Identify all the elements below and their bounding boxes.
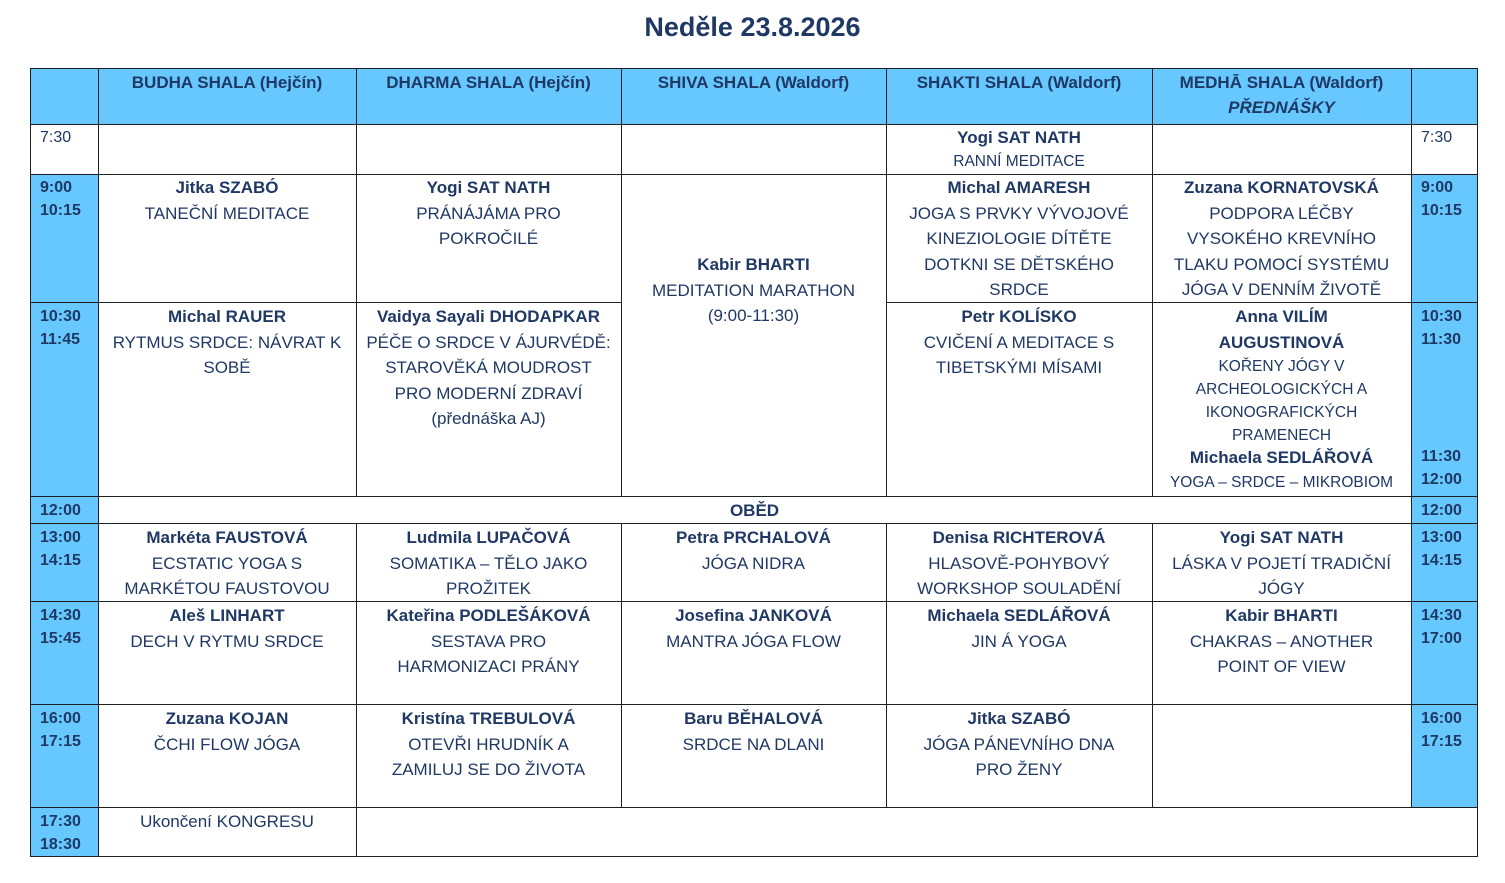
session-topic: HLASOVĚ-POHYBOVÝ WORKSHOP SOULADĚNÍ	[917, 553, 1121, 598]
time-1030-left: 10:30 11:45	[40, 308, 81, 348]
session-r1430-shakti	[886, 602, 1152, 705]
speaker-name: Anna VILÍM AUGUSTINOVÁ	[1218, 307, 1345, 352]
page-title: Neděle 23.8.2026	[644, 12, 861, 42]
speaker-name: Michal RAUER	[167, 307, 287, 326]
closing-session	[98, 808, 356, 856]
session-topic: ČCHI FLOW JÓGA	[153, 734, 301, 754]
session-topic: PODPORA LÉČBY VYSOKÉHO KREVNÍHO TLAKU POMOCÍ SYSTÉMU JÓGA V DENNÍM ŽIVOTĚ	[1173, 203, 1390, 299]
session-r1300-shiva	[621, 524, 886, 602]
session-r900-shakti	[886, 174, 1152, 303]
session-topic: JIN Á YOGA	[971, 631, 1067, 651]
time-1600-left: 16:00 17:15	[40, 710, 81, 750]
session-r900-shiva	[621, 251, 886, 351]
time-1730-left: 17:30 18:30	[40, 813, 81, 853]
session-topic: CVIČENÍ A MEDITACE S TIBETSKÝMI MÍSAMI	[923, 332, 1115, 377]
hall-header-medha	[1152, 68, 1411, 124]
session-topic: RANNÍ MEDITACE	[953, 152, 1085, 170]
speaker-name: Petr KOLÍSKO	[961, 307, 1077, 326]
session-r1030-medha	[1152, 303, 1411, 497]
session-topic: OTEVŘI HRUDNÍK A ZAMILUJ SE DO ŽIVOTA	[391, 734, 586, 779]
speaker-name: Michal AMARESH	[947, 178, 1091, 197]
session-topic: SESTAVA PRO HARMONIZACI PRÁNY	[397, 631, 580, 676]
time-1130-right: 11:30 12:00	[1421, 448, 1462, 488]
time-900-left: 9:00 10:15	[40, 179, 81, 219]
closing-text: Ukončení KONGRESU	[140, 812, 314, 831]
speaker-name: Aleš LINHART	[169, 606, 285, 625]
session-topic: DECH V RYTMU SRDCE	[130, 631, 324, 651]
session-topic: ECSTATIC YOGA S MARKÉTOU FAUSTOVOU	[124, 553, 330, 598]
session-topic: JOGA S PRVKY VÝVOJOVÉ KINEZIOLOGIE DÍTĚTE DOTKNI SE DĚTSKÉHO SRDCE	[909, 203, 1129, 299]
grid-line	[30, 302, 621, 303]
session-topic: SOMATIKA – TĚLO JAKO PROŽITEK	[389, 553, 588, 598]
hall-name: DHARMA SHALA (Hejčín)	[386, 73, 591, 92]
grid-line	[1152, 68, 1153, 497]
grid-line	[356, 856, 1478, 857]
session-r1030-dharma	[356, 303, 621, 497]
session-r1030-budha	[98, 303, 356, 497]
speaker-name: Michaela SEDLÁŘOVÁ	[927, 606, 1111, 625]
session-topic: PRÁNÁJÁMA PRO POKROČILÉ	[416, 203, 561, 248]
session-r1300-dharma	[356, 524, 621, 602]
speaker-name: Kateřina PODLEŠÁKOVÁ	[386, 606, 591, 625]
speaker-name: Yogi SAT NATH	[1219, 528, 1344, 547]
speaker-name: Josefina JANKOVÁ	[675, 606, 832, 625]
speaker-name: Kabir BHARTI	[697, 255, 810, 274]
session-topic: KOŘENY JÓGY V ARCHEOLOGICKÝCH A IKONOGRAFICKÝCH PRAMENECH	[1195, 358, 1368, 444]
hall-header-shakti	[886, 68, 1152, 124]
grid-line	[356, 68, 357, 497]
time-1300-right: 13:00 14:15	[1421, 529, 1462, 569]
grid-line	[1152, 523, 1153, 808]
session-topic: RYTMUS SRDCE: NÁVRAT K SOBĚ	[112, 332, 342, 377]
speaker-name: Kabir BHARTI	[1225, 606, 1338, 625]
grid-line	[30, 601, 1478, 602]
time-1030-right: 10:30 11:30	[1421, 308, 1462, 348]
hall-subtitle: PŘEDNÁŠKY	[1228, 98, 1335, 117]
speaker-name: Jitka SZABÓ	[175, 178, 279, 197]
session-r1030-shakti	[886, 303, 1152, 497]
session-r900-dharma	[356, 174, 621, 303]
time-1300-left: 13:00 14:15	[40, 529, 81, 569]
grid-line	[30, 704, 1478, 705]
speaker-name-second: Michaela SEDLÁŘOVÁ	[1189, 448, 1374, 467]
grid-line	[886, 523, 887, 808]
session-r1430-medha	[1152, 602, 1411, 705]
hall-header-dharma	[356, 68, 621, 124]
session-topic-second: YOGA – SRDCE – MIKROBIOM	[1169, 473, 1394, 491]
time-1430-left: 14:30 15:45	[40, 607, 81, 647]
speaker-name: Petra PRCHALOVÁ	[676, 528, 831, 547]
session-topic: JÓGA NIDRA	[702, 553, 805, 573]
session-r1430-dharma	[356, 602, 621, 705]
grid-line	[30, 68, 1478, 69]
grid-line	[1477, 68, 1478, 857]
time-1600-right: 16:00 17:15	[1421, 710, 1462, 750]
time-1430-right: 14:30 17:00	[1421, 607, 1462, 647]
grid-line	[30, 124, 1478, 125]
speaker-name: Zuzana KOJAN	[165, 709, 289, 728]
grid-line	[1411, 68, 1412, 808]
time-1200-right: 12:00	[1421, 502, 1462, 519]
session-r1600-budha	[98, 705, 356, 808]
speaker-name: Baru BĚHALOVÁ	[684, 709, 823, 728]
session-r730-shakti	[886, 124, 1152, 174]
speaker-name: Denisa RICHTEROVÁ	[932, 528, 1106, 547]
session-topic: LÁSKA V POJETÍ TRADIČNÍ JÓGY	[1172, 553, 1391, 598]
time-1200-left: 12:00	[40, 502, 81, 519]
session-r900-budha	[98, 174, 356, 303]
lunch-row: OBĚD	[729, 501, 780, 520]
speaker-name: Jitka SZABÓ	[967, 709, 1071, 728]
grid-line	[30, 496, 1478, 497]
grid-line	[621, 68, 622, 497]
hall-name: MEDHĀ SHALA (Waldorf)	[1179, 73, 1384, 92]
grid-line	[98, 68, 99, 857]
speaker-name: Vaidya Sayali DHODAPKAR	[377, 307, 600, 326]
session-r1430-shiva	[621, 602, 886, 705]
session-topic: PÉČE O SRDCE V ÁJURVÉDĚ: STAROVĚKÁ MOUDROST PRO MODERNÍ ZDRAVÍ (přednáška AJ)	[366, 332, 611, 428]
time-730-left: 7:30	[40, 129, 72, 146]
session-r1300-medha	[1152, 524, 1411, 602]
speaker-name: Ludmila LUPAČOVÁ	[406, 528, 571, 547]
speaker-name: Yogi SAT NATH	[426, 178, 551, 197]
session-topic: CHAKRAS – ANOTHER POINT OF VIEW	[1189, 631, 1374, 676]
session-r1600-dharma	[356, 705, 621, 808]
grid-line	[30, 68, 31, 857]
grid-line	[886, 68, 887, 497]
grid-line	[621, 523, 622, 808]
session-topic: JÓGA PÁNEVNÍHO DNA PRO ŽENY	[923, 734, 1115, 779]
grid-line	[356, 523, 357, 857]
grid-line	[30, 856, 357, 857]
grid-line	[30, 523, 1478, 524]
session-topic: MEDITATION MARATHON (9:00-11:30)	[651, 280, 856, 325]
hall-name: BUDHA SHALA (Hejčín)	[131, 73, 323, 92]
hall-name: SHAKTI SHALA (Waldorf)	[916, 73, 1122, 92]
session-r1600-shiva	[621, 705, 886, 808]
session-r1300-budha	[98, 524, 356, 602]
grid-line	[30, 807, 1478, 808]
speaker-name: Yogi SAT NATH	[957, 128, 1081, 147]
hall-header-shiva	[621, 68, 886, 124]
session-r1600-shakti	[886, 705, 1152, 808]
session-r900-medha	[1152, 174, 1411, 303]
speaker-name: Zuzana KORNATOVSKÁ	[1184, 178, 1379, 197]
grid-line	[30, 174, 1478, 175]
speaker-name: Markéta FAUSTOVÁ	[146, 528, 308, 547]
speaker-name: Kristína TREBULOVÁ	[401, 709, 576, 728]
session-topic: SRDCE NA DLANI	[682, 734, 825, 754]
session-r1430-budha	[98, 602, 356, 705]
time-900-right: 9:00 10:15	[1421, 179, 1462, 219]
grid-line	[886, 302, 1478, 303]
hall-header-budha	[98, 68, 356, 124]
session-topic: MANTRA JÓGA FLOW	[666, 631, 841, 651]
session-r1300-shakti	[886, 524, 1152, 602]
hall-name: SHIVA SHALA (Waldorf)	[657, 73, 850, 92]
time-730-right: 7:30	[1421, 129, 1453, 146]
session-topic: TANEČNÍ MEDITACE	[144, 203, 310, 223]
